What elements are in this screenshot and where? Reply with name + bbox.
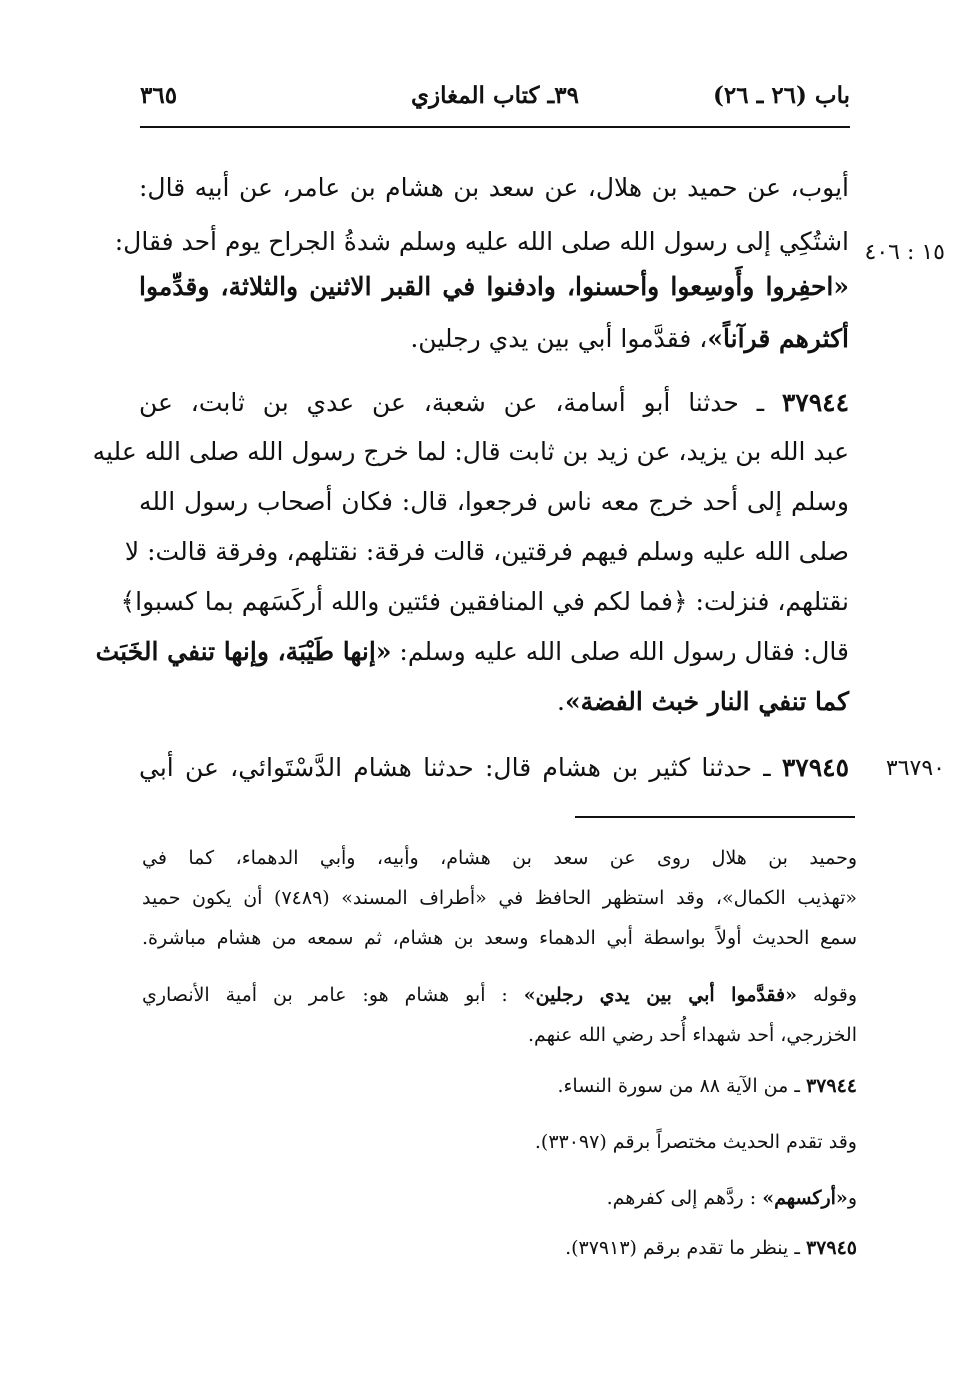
text-line: أيوب، عن حميد بن هلال، عن سعد بن هشام بن عامر، عن أبيه قال: xyxy=(139,173,849,202)
text-line: صلى الله عليه وسلم فيهم فرقتين، قالت فرقة: نقتلهم، وفرقة قالت: لا xyxy=(124,537,849,566)
chapter-range: باب (٢٦ ـ ٢٦) xyxy=(712,82,850,109)
prophetic-saying: «احفِروا وأَوسِعوا وأحسنوا، وادفنوا في القبر الاثنين والثلاثة، وقدِّموا xyxy=(139,272,849,301)
narration-text: ، فقدَّموا أبي بين يدي رجلين. xyxy=(410,324,708,353)
footnote-line: وقد تقدم الحديث مختصراً برقم (٣٣٠٩٧). xyxy=(534,1131,857,1153)
narration-text: ـ حدثنا كثير بن هشام قال: حدثنا هشام الدَّسْتَوائي، عن أبي xyxy=(139,753,782,782)
prophetic-saying: «إنها طَيْبَة، وإنها تنفي الخَبَث xyxy=(95,637,392,666)
footnote-text: و xyxy=(847,1187,857,1209)
footnote-quote: «أركسهم» xyxy=(762,1187,848,1209)
narration-text: قال: فقال رسول الله صلى الله عليه وسلم: xyxy=(391,637,849,666)
footnote-line: سمع الحديث أولاً بواسطة أبي الدهماء وسعد بن هشام، ثم سمعه من هشام مباشرة. xyxy=(142,927,857,949)
prophetic-saying: كما تنفي النار خبث الفضة» xyxy=(564,687,849,716)
hadith-quote-line xyxy=(139,269,849,305)
header-rule xyxy=(140,126,850,128)
hadith-start-line xyxy=(139,750,849,786)
footnote-text: وقوله xyxy=(797,984,857,1006)
footnote-text: : أبو هشام هو: عامر بن أمية الأنصاري xyxy=(142,984,524,1006)
footnote-quote: «فقدَّموا أبي بين يدي رجلين» xyxy=(523,984,797,1006)
text-line: عبد الله بن يزيد، عن زيد بن ثابت قال: لما خرج رسول الله صلى الله عليه xyxy=(92,437,849,466)
footnote-line xyxy=(142,980,857,1010)
text-line: اشتُكِي إلى رسول الله صلى الله عليه وسلم شدةُ الجراح يوم أحد فقال: xyxy=(114,227,849,256)
footnote-line xyxy=(142,1183,857,1213)
text-line xyxy=(139,321,849,357)
text-line: وسلم إلى أحد خرج معه ناس فرجعوا، قال: فكان أصحاب رسول الله xyxy=(139,487,849,516)
hadith-number: ٣٧٩٤٥ xyxy=(781,753,849,782)
page-number: ٣٦٥ xyxy=(140,82,178,109)
hadith-number: ٣٧٩٤٤ xyxy=(781,388,849,417)
text-line xyxy=(139,684,849,720)
book-title: ٣٩ـ كتاب المغازي xyxy=(411,82,579,109)
footnote-line: «تهذيب الكمال»، وقد استظهر الحافظ في «أطراف المسند» (٧٤٨٩) أن يكون حميد xyxy=(142,887,857,909)
footnote-line xyxy=(142,1233,857,1263)
narration-text: . xyxy=(557,687,565,716)
hadith-start-line xyxy=(139,385,849,421)
text-line xyxy=(95,634,849,670)
narration-text: ـ حدثنا أبو أسامة، عن شعبة، عن عدي بن ثابت، عن xyxy=(139,388,782,417)
footnote-text: ـ من الآية ٨٨ من سورة النساء. xyxy=(557,1075,806,1097)
footnote-line: وحميد بن هلال روى عن سعد بن هشام، وأبيه، وأبي الدهماء، كما في xyxy=(142,847,857,869)
footnote-text: ـ ينظر ما تقدم برقم (٣٧٩١٣). xyxy=(565,1237,806,1259)
footnote-hadith-number: ٣٧٩٤٤ xyxy=(805,1075,857,1097)
prophetic-saying: أكثرهم قرآناً» xyxy=(707,324,849,353)
footnote-hadith-number: ٣٧٩٤٥ xyxy=(805,1237,857,1259)
footnote-line: الخزرجي، أحد شهداء أُحد رضي الله عنهم. xyxy=(527,1024,857,1046)
footnote-line xyxy=(142,1071,857,1101)
footnote-rule xyxy=(575,816,855,818)
margin-reference-2: ٣٦٧٩٠ xyxy=(885,756,945,781)
margin-reference-1: ١٥ : ٤٠٦ xyxy=(864,240,945,265)
footnote-text: : ردَّهم إلى كفرهم. xyxy=(606,1187,763,1209)
text-line: نقتلهم، فنزلت: ﴿فما لكم في المنافقين فئتين والله أركَسَهم بما كسبوا﴾ xyxy=(120,587,849,616)
running-header xyxy=(140,78,850,118)
